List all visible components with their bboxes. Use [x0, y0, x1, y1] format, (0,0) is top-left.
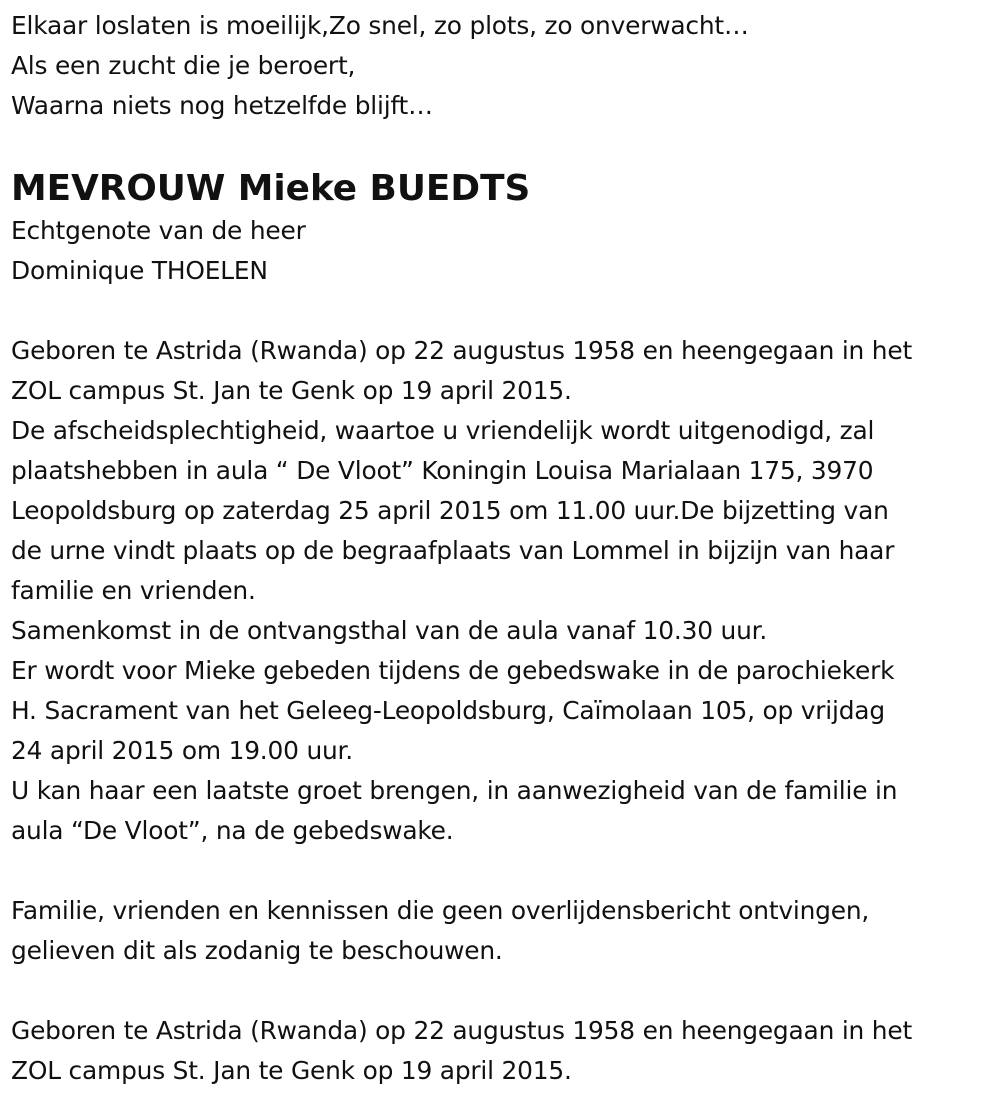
poem-line: Elkaar loslaten is moeilijk,Zo snel, zo plots, zo onverwacht… [11, 11, 749, 40]
notice-line: Familie, vrienden en kennissen die geen overlijdensbericht ontvingen, [11, 896, 870, 925]
detail-line: Geboren te Astrida (Rwanda) op 22 augustus 1958 en heengegaan in het [11, 336, 912, 365]
detail-line: plaatshebben in aula “ De Vloot” Koningin Louisa Marialaan 175, 3970 [11, 456, 874, 485]
deceased-name: MEVROUW Mieke BUEDTS [11, 168, 531, 209]
obituary-notice [11, 0, 996, 1091]
poem-line: Als een zucht die je beroert, [11, 51, 356, 80]
detail-line: ZOL campus St. Jan te Genk op 19 april 2015. [11, 376, 572, 405]
detail-line: familie en vrienden. [11, 576, 256, 605]
detail-line: Er wordt voor Mieke gebeden tijdens de gebedswake in de parochiekerk [11, 656, 895, 685]
detail-line: Leopoldsburg op zaterdag 25 april 2015 om 11.00 uur.De bijzetting van [11, 496, 889, 525]
spouse-info [11, 211, 996, 291]
detail-line: De afscheidsplechtigheid, waartoe u vriendelijk wordt uitgenodigd, zal [11, 416, 875, 445]
repeat-line: Geboren te Astrida (Rwanda) op 22 augustus 1958 en heengegaan in het [11, 1016, 912, 1045]
repeat-line: ZOL campus St. Jan te Genk op 19 april 2015. [11, 1056, 572, 1085]
notice-line: gelieven dit als zodanig te beschouwen. [11, 936, 503, 965]
poem-line: Waarna niets nog hetzelfde blijft… [11, 91, 433, 120]
spouse-line: Dominique THOELEN [11, 256, 268, 285]
poem [11, 6, 996, 126]
birth-death-repeat [11, 1011, 996, 1091]
spouse-line: Echtgenote van de heer [11, 216, 306, 245]
detail-line: aula “De Vloot”, na de gebedswake. [11, 816, 454, 845]
detail-line: Samenkomst in de ontvangsthal van de aula vanaf 10.30 uur. [11, 616, 768, 645]
detail-line: de urne vindt plaats op de begraafplaats van Lommel in bijzijn van haar [11, 536, 895, 565]
detail-line: 24 april 2015 om 19.00 uur. [11, 736, 353, 765]
detail-line: U kan haar een laatste groet brengen, in aanwezigheid van de familie in [11, 776, 898, 805]
detail-line: H. Sacrament van het Geleeg-Leopoldsburg, Caïmolaan 105, op vrijdag [11, 696, 885, 725]
notice-paragraph [11, 891, 996, 971]
funeral-details [11, 331, 996, 851]
